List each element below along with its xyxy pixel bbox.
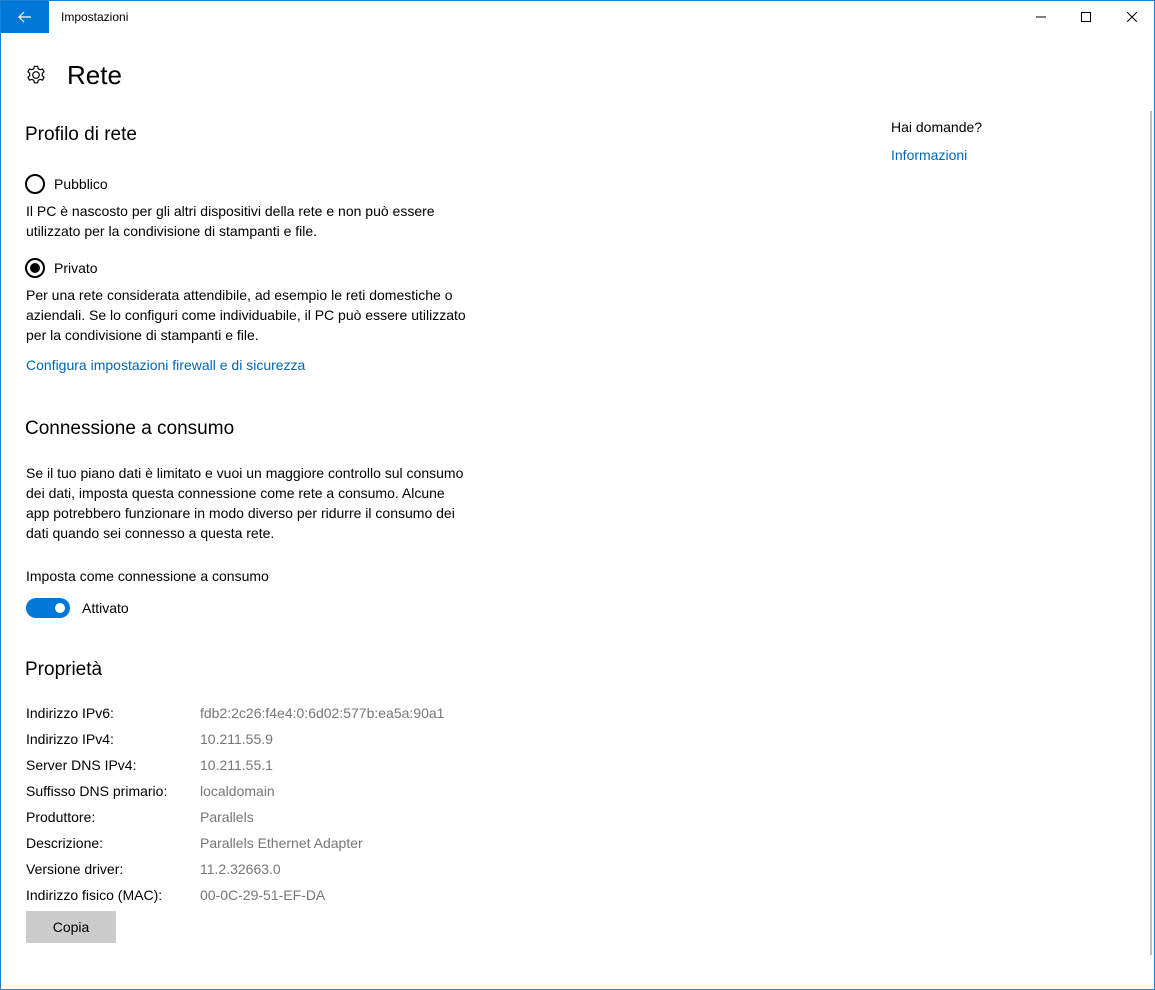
title-bar <box>1 1 1154 33</box>
back-arrow-icon <box>18 11 32 23</box>
property-key: Descrizione: <box>26 835 104 851</box>
minimize-button[interactable] <box>1018 1 1064 33</box>
private-description: Per una rete considerata attendibile, ad esempio le reti domestiche o aziendali. Se lo configuri come individuabile, il PC può essere utilizzato per la condivisione di stampanti e file. <box>26 287 466 343</box>
radio-private[interactable] <box>25 257 98 279</box>
public-description: Il PC è nascosto per gli altri dispositivi della rete e non può essere utilizzato per la condivisione di stampanti e file. <box>26 203 435 239</box>
metered-toggle-label: Imposta come connessione a consumo <box>26 568 269 584</box>
section-title-metered: Connessione a consumo <box>25 418 235 439</box>
property-key: Produttore: <box>26 809 96 825</box>
info-link[interactable]: Informazioni <box>891 147 968 163</box>
radio-public-label: Pubblico <box>54 176 108 192</box>
close-button[interactable] <box>1109 1 1155 33</box>
property-key: Versione driver: <box>26 861 124 877</box>
property-row <box>26 807 444 833</box>
firewall-settings-link[interactable]: Configura impostazioni firewall e di sicurezza <box>26 357 306 373</box>
metered-description: Se il tuo piano dati è limitato e vuoi un maggiore controllo sul consumo dei dati, imposta questa connessione come rete a consumo. Alcune app potrebbero funzionare in modo diverso per ridurre il consumo dei dati quando sei connesso a questa rete. <box>26 465 464 541</box>
section-title-network-profile: Profilo di rete <box>25 124 137 145</box>
maximize-icon <box>1081 12 1091 22</box>
metered-toggle-switch[interactable] <box>26 598 70 618</box>
toggle-knob <box>55 603 65 613</box>
property-key: Suffisso DNS primario: <box>26 783 168 799</box>
copy-button[interactable]: Copia <box>26 911 116 943</box>
metered-toggle-state: Attivato <box>82 600 129 616</box>
page-title: Rete <box>67 59 122 90</box>
property-value: localdomain <box>200 783 275 799</box>
radio-public[interactable] <box>25 173 108 195</box>
properties-list <box>26 703 444 911</box>
property-row <box>26 781 444 807</box>
minimize-icon <box>1036 12 1046 22</box>
radio-selected-dot <box>30 263 40 273</box>
property-value: 00-0C-29-51-EF-DA <box>200 887 326 903</box>
property-value: 10.211.55.1 <box>200 757 273 773</box>
scrollbar[interactable] <box>1150 111 1152 955</box>
property-value: Parallels <box>200 809 254 825</box>
property-row <box>26 833 444 859</box>
property-value: 10.211.55.9 <box>200 731 273 747</box>
help-question: Hai domande? <box>891 119 983 135</box>
property-row <box>26 755 444 781</box>
radio-private-circle[interactable] <box>25 258 45 278</box>
property-key: Server DNS IPv4: <box>26 757 137 773</box>
section-title-properties: Proprietà <box>25 659 103 680</box>
property-row <box>26 885 444 911</box>
metered-toggle-row <box>26 597 129 619</box>
close-icon <box>1127 12 1137 22</box>
radio-public-circle[interactable] <box>25 174 45 194</box>
gear-icon <box>25 64 47 86</box>
property-value: Parallels Ethernet Adapter <box>200 835 363 851</box>
property-value: 11.2.32663.0 <box>200 861 281 877</box>
property-key: Indirizzo fisico (MAC): <box>26 887 163 903</box>
property-value: fdb2:2c26:f4e4:0:6d02:577b:ea5a:90a1 <box>200 705 445 721</box>
radio-private-label: Privato <box>54 260 98 276</box>
app-title: Impostazioni <box>61 10 129 24</box>
property-row <box>26 729 444 755</box>
property-row <box>26 703 444 729</box>
maximize-button[interactable] <box>1063 1 1109 33</box>
page-header <box>25 57 122 93</box>
property-key: Indirizzo IPv6: <box>26 705 114 721</box>
property-row <box>26 859 444 885</box>
property-key: Indirizzo IPv4: <box>26 731 114 747</box>
back-button[interactable] <box>1 1 49 33</box>
